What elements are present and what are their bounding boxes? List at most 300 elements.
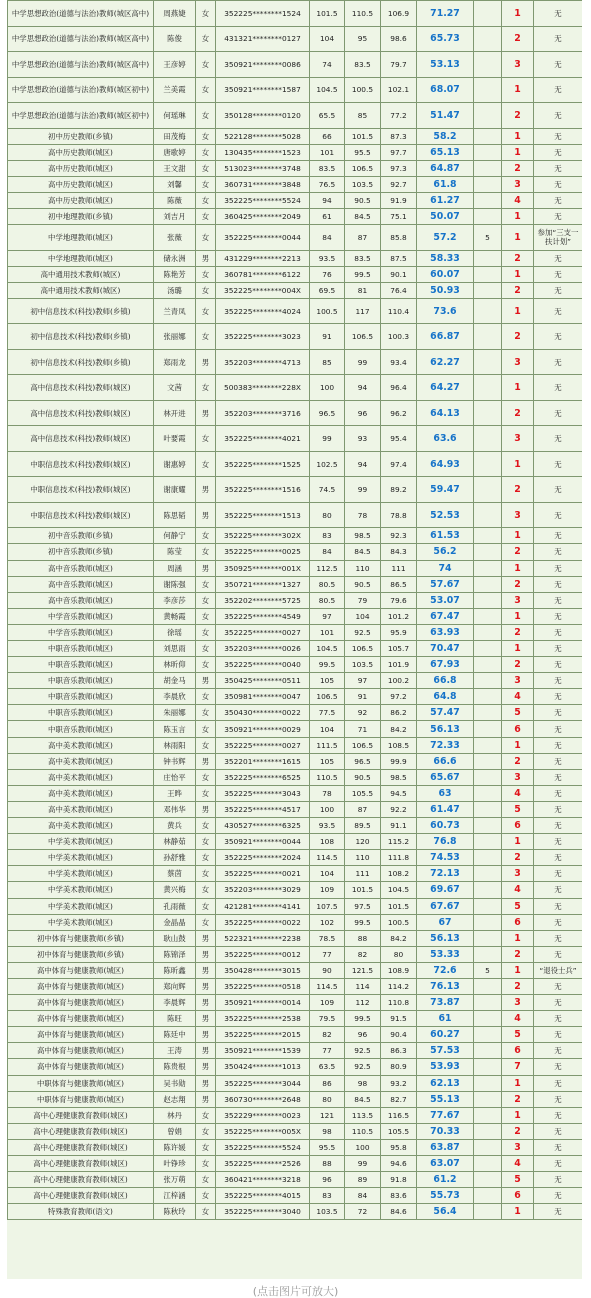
id-cell: 500383********228X [216, 375, 310, 401]
post-cell: 中职信息技术(科技)教师(城区) [8, 502, 154, 528]
total-score-cell: 61.8 [417, 176, 474, 192]
score-b-cell: 90.5 [345, 576, 381, 592]
post-cell: 高中历史教师(城区) [8, 160, 154, 176]
bonus-cell [474, 1059, 502, 1075]
results-table-image[interactable] [7, 0, 582, 1279]
total-score-cell: 56.2 [417, 544, 474, 560]
total-score-cell: 67.93 [417, 657, 474, 673]
rank-cell: 2 [502, 160, 534, 176]
id-cell: 350925********001X [216, 560, 310, 576]
bonus-cell [474, 592, 502, 608]
gender-cell: 女 [196, 737, 216, 753]
bonus-cell [474, 1188, 502, 1204]
total-score-cell: 76.8 [417, 834, 474, 850]
rank-cell: 1 [502, 77, 534, 103]
total-score-cell: 57.2 [417, 225, 474, 251]
total-score-cell: 65.73 [417, 26, 474, 52]
score-weighted-cell: 92.7 [381, 176, 417, 192]
score-a-cell: 63.5 [310, 1059, 345, 1075]
total-score-cell: 71.27 [417, 1, 474, 27]
score-b-cell: 113.5 [345, 1107, 381, 1123]
bonus-cell [474, 576, 502, 592]
name-cell: 张丽娜 [154, 324, 196, 350]
total-score-cell: 64.87 [417, 160, 474, 176]
rank-cell: 1 [502, 266, 534, 282]
bonus-cell [474, 298, 502, 324]
note-cell: 无 [534, 426, 583, 452]
post-cell: 高中心理健康教育教师(城区) [8, 1172, 154, 1188]
score-weighted-cell: 84.2 [381, 930, 417, 946]
note-cell: 无 [534, 689, 583, 705]
note-cell: 无 [534, 978, 583, 994]
gender-cell: 男 [196, 962, 216, 978]
bonus-cell [474, 898, 502, 914]
table-row [8, 866, 583, 882]
id-cell: 352225********0027 [216, 624, 310, 640]
bonus-cell [474, 1091, 502, 1107]
name-cell: 陈莹 [154, 544, 196, 560]
name-cell: 陈廷中 [154, 1027, 196, 1043]
score-b-cell: 83.5 [345, 52, 381, 78]
rank-cell: 2 [502, 946, 534, 962]
score-a-cell: 96 [310, 1172, 345, 1188]
note-cell: 无 [534, 1011, 583, 1027]
post-cell: 中学思想政治(道德与法治)教师(城区初中) [8, 103, 154, 129]
rank-cell: 3 [502, 426, 534, 452]
score-a-cell: 105 [310, 673, 345, 689]
table-row [8, 451, 583, 477]
total-score-cell: 61.53 [417, 528, 474, 544]
score-b-cell: 101.5 [345, 128, 381, 144]
score-weighted-cell: 85.8 [381, 225, 417, 251]
post-cell: 高中信息技术(科技)教师(城区) [8, 400, 154, 426]
score-weighted-cell: 100.2 [381, 673, 417, 689]
score-a-cell: 74 [310, 52, 345, 78]
rank-cell: 3 [502, 502, 534, 528]
bonus-cell [474, 349, 502, 375]
score-a-cell: 99 [310, 426, 345, 452]
gender-cell: 女 [196, 866, 216, 882]
score-b-cell: 97.5 [345, 898, 381, 914]
bonus-cell [474, 1011, 502, 1027]
id-cell: 352202********5725 [216, 592, 310, 608]
score-a-cell: 121 [310, 1107, 345, 1123]
id-cell: 350424********1013 [216, 1059, 310, 1075]
score-b-cell: 88 [345, 930, 381, 946]
id-cell: 350128********0120 [216, 103, 310, 129]
score-b-cell: 82 [345, 946, 381, 962]
gender-cell: 男 [196, 946, 216, 962]
score-b-cell: 117 [345, 298, 381, 324]
rank-cell: 1 [502, 1075, 534, 1091]
post-cell: 中职信息技术(科技)教师(城区) [8, 477, 154, 503]
table-row [8, 946, 583, 962]
rank-cell: 4 [502, 689, 534, 705]
id-cell: 352225********1513 [216, 502, 310, 528]
score-weighted-cell: 108.2 [381, 866, 417, 882]
gender-cell: 女 [196, 850, 216, 866]
score-b-cell: 71 [345, 721, 381, 737]
score-b-cell: 110.5 [345, 1, 381, 27]
name-cell: 林雨阳 [154, 737, 196, 753]
name-cell: 陈薇 [154, 192, 196, 208]
score-a-cell: 108 [310, 834, 345, 850]
bonus-cell [474, 192, 502, 208]
table-row [8, 1123, 583, 1139]
post-cell: 中学美术教师(城区) [8, 850, 154, 866]
gender-cell: 女 [196, 77, 216, 103]
name-cell: 叶铮珍 [154, 1156, 196, 1172]
rank-cell: 6 [502, 914, 534, 930]
id-cell: 352225********5524 [216, 1139, 310, 1155]
score-weighted-cell: 97.7 [381, 144, 417, 160]
post-cell: 中学思想政治(道德与法治)教师(城区高中) [8, 1, 154, 27]
name-cell: 李彦莎 [154, 592, 196, 608]
id-cell: 350921********1587 [216, 77, 310, 103]
score-b-cell: 93 [345, 426, 381, 452]
post-cell: 高中通用技术教师(城区) [8, 266, 154, 282]
post-cell: 高中心理健康教育教师(城区) [8, 1188, 154, 1204]
name-cell: 孙舒雅 [154, 850, 196, 866]
score-b-cell: 81 [345, 282, 381, 298]
gender-cell: 女 [196, 898, 216, 914]
score-a-cell: 83 [310, 528, 345, 544]
score-b-cell: 99.5 [345, 1011, 381, 1027]
total-score-cell: 68.07 [417, 77, 474, 103]
table-row [8, 560, 583, 576]
name-cell: 周涵 [154, 560, 196, 576]
name-cell: 文茜 [154, 375, 196, 401]
note-cell: 无 [534, 818, 583, 834]
id-cell: 360731********3848 [216, 176, 310, 192]
total-score-cell: 76.13 [417, 978, 474, 994]
gender-cell: 男 [196, 1091, 216, 1107]
id-cell: 352225********3044 [216, 1075, 310, 1091]
gender-cell: 男 [196, 349, 216, 375]
gender-cell: 女 [196, 882, 216, 898]
score-b-cell: 87 [345, 225, 381, 251]
score-b-cell: 110 [345, 560, 381, 576]
score-weighted-cell: 111 [381, 560, 417, 576]
score-weighted-cell: 95.4 [381, 426, 417, 452]
table-row [8, 914, 583, 930]
rank-cell: 1 [502, 375, 534, 401]
post-cell: 初中地理教师(乡镇) [8, 208, 154, 224]
score-b-cell: 104 [345, 608, 381, 624]
post-cell: 中学地理教师(城区) [8, 225, 154, 251]
score-weighted-cell: 108.9 [381, 962, 417, 978]
score-b-cell: 85 [345, 103, 381, 129]
score-weighted-cell: 94.5 [381, 785, 417, 801]
id-cell: 352225********302X [216, 528, 310, 544]
gender-cell: 女 [196, 1123, 216, 1139]
post-cell: 中学思想政治(道德与法治)教师(城区初中) [8, 77, 154, 103]
id-cell: 352203********0026 [216, 641, 310, 657]
rank-cell: 1 [502, 451, 534, 477]
bonus-cell [474, 26, 502, 52]
gender-cell: 女 [196, 225, 216, 251]
score-b-cell: 92.5 [345, 1043, 381, 1059]
note-cell: 无 [534, 451, 583, 477]
rank-cell: 4 [502, 1011, 534, 1027]
total-score-cell: 66.6 [417, 753, 474, 769]
note-cell: 无 [534, 1075, 583, 1091]
score-a-cell: 102.5 [310, 451, 345, 477]
total-score-cell: 65.13 [417, 144, 474, 160]
table-row [8, 769, 583, 785]
bonus-cell [474, 266, 502, 282]
score-a-cell: 94 [310, 192, 345, 208]
note-cell: 无 [534, 995, 583, 1011]
id-cell: 350721********1327 [216, 576, 310, 592]
gender-cell: 女 [196, 52, 216, 78]
post-cell: 中学思想政治(道德与法治)教师(城区高中) [8, 52, 154, 78]
score-weighted-cell: 104.5 [381, 882, 417, 898]
name-cell: 徐瑶 [154, 624, 196, 640]
total-score-cell: 70.33 [417, 1123, 474, 1139]
total-score-cell: 63.07 [417, 1156, 474, 1172]
total-score-cell: 53.07 [417, 592, 474, 608]
table-row [8, 225, 583, 251]
gender-cell: 女 [196, 451, 216, 477]
id-cell: 352225********4015 [216, 1188, 310, 1204]
note-cell: 无 [534, 1, 583, 27]
table-row [8, 208, 583, 224]
score-b-cell: 91 [345, 689, 381, 705]
name-cell: 王晔 [154, 785, 196, 801]
note-cell: 无 [534, 375, 583, 401]
id-cell: 350921********0029 [216, 721, 310, 737]
score-a-cell: 79.5 [310, 1011, 345, 1027]
post-cell: 初中信息技术(科技)教师(乡镇) [8, 349, 154, 375]
total-score-cell: 69.67 [417, 882, 474, 898]
score-a-cell: 66 [310, 128, 345, 144]
name-cell: 周燕婕 [154, 1, 196, 27]
gender-cell: 女 [196, 721, 216, 737]
total-score-cell: 63.6 [417, 426, 474, 452]
score-b-cell: 84.5 [345, 208, 381, 224]
gender-cell: 男 [196, 673, 216, 689]
id-cell: 352225********4021 [216, 426, 310, 452]
score-b-cell: 105.5 [345, 785, 381, 801]
note-cell: 无 [534, 502, 583, 528]
score-b-cell: 99 [345, 1156, 381, 1172]
table-row [8, 103, 583, 129]
score-weighted-cell: 79.7 [381, 52, 417, 78]
note-cell: 无 [534, 673, 583, 689]
table-row [8, 673, 583, 689]
note-cell: 无 [534, 914, 583, 930]
total-score-cell: 63 [417, 785, 474, 801]
post-cell: 初中信息技术(科技)教师(乡镇) [8, 324, 154, 350]
total-score-cell: 72.33 [417, 737, 474, 753]
post-cell: 高中美术教师(城区) [8, 737, 154, 753]
table-row [8, 1027, 583, 1043]
table-row [8, 882, 583, 898]
post-cell: 中学美术教师(城区) [8, 882, 154, 898]
score-weighted-cell: 98.6 [381, 26, 417, 52]
name-cell: 赵志翔 [154, 1091, 196, 1107]
rank-cell: 3 [502, 349, 534, 375]
gender-cell: 女 [196, 657, 216, 673]
gender-cell: 女 [196, 544, 216, 560]
score-a-cell: 102 [310, 914, 345, 930]
id-cell: 352203********4713 [216, 349, 310, 375]
score-weighted-cell: 96.4 [381, 375, 417, 401]
post-cell: 中职音乐教师(城区) [8, 673, 154, 689]
post-cell: 高中心理健康教育教师(城区) [8, 1156, 154, 1172]
total-score-cell: 57.53 [417, 1043, 474, 1059]
score-b-cell: 84.5 [345, 1091, 381, 1107]
score-a-cell: 69.5 [310, 282, 345, 298]
bonus-cell [474, 128, 502, 144]
rank-cell: 2 [502, 576, 534, 592]
score-a-cell: 100 [310, 801, 345, 817]
note-cell: 无 [534, 769, 583, 785]
score-weighted-cell: 115.2 [381, 834, 417, 850]
table-row [8, 1188, 583, 1204]
note-cell: 无 [534, 608, 583, 624]
score-a-cell: 82 [310, 1027, 345, 1043]
name-cell: 江梓涵 [154, 1188, 196, 1204]
score-weighted-cell: 89.2 [381, 477, 417, 503]
gender-cell: 女 [196, 324, 216, 350]
score-b-cell: 103.5 [345, 657, 381, 673]
id-cell: 350921********0044 [216, 834, 310, 850]
bonus-cell [474, 324, 502, 350]
bonus-cell [474, 705, 502, 721]
table-row [8, 400, 583, 426]
post-cell: 中学音乐教师(城区) [8, 608, 154, 624]
gender-cell: 男 [196, 560, 216, 576]
post-cell: 中职体育与健康教师(城区) [8, 1075, 154, 1091]
note-cell: 无 [534, 1172, 583, 1188]
name-cell: 兰美霞 [154, 77, 196, 103]
total-score-cell: 50.07 [417, 208, 474, 224]
score-b-cell: 90.5 [345, 769, 381, 785]
score-b-cell: 99 [345, 349, 381, 375]
post-cell: 高中美术教师(城区) [8, 818, 154, 834]
gender-cell: 男 [196, 978, 216, 994]
gender-cell: 女 [196, 282, 216, 298]
gender-cell: 女 [196, 192, 216, 208]
score-weighted-cell: 92.2 [381, 801, 417, 817]
total-score-cell: 66.8 [417, 673, 474, 689]
note-cell: 无 [534, 349, 583, 375]
score-b-cell: 92.5 [345, 624, 381, 640]
note-cell: 无 [534, 785, 583, 801]
table-row [8, 52, 583, 78]
post-cell: 中职音乐教师(城区) [8, 705, 154, 721]
id-cell: 130435********1523 [216, 144, 310, 160]
score-weighted-cell: 80 [381, 946, 417, 962]
bonus-cell [474, 160, 502, 176]
total-score-cell: 64.27 [417, 375, 474, 401]
score-a-cell: 80.5 [310, 576, 345, 592]
score-a-cell: 88 [310, 1156, 345, 1172]
name-cell: 金晶晶 [154, 914, 196, 930]
rank-cell: 1 [502, 930, 534, 946]
total-score-cell: 63.93 [417, 624, 474, 640]
rank-cell: 1 [502, 560, 534, 576]
total-score-cell: 60.73 [417, 818, 474, 834]
score-b-cell: 101.5 [345, 882, 381, 898]
post-cell: 初中信息技术(科技)教师(乡镇) [8, 298, 154, 324]
gender-cell: 男 [196, 1027, 216, 1043]
name-cell: 林静茹 [154, 834, 196, 850]
id-cell: 352225********1516 [216, 477, 310, 503]
table-row [8, 1075, 583, 1091]
score-a-cell: 78.5 [310, 930, 345, 946]
rank-cell: 3 [502, 769, 534, 785]
rank-cell: 3 [502, 52, 534, 78]
score-weighted-cell: 87.5 [381, 250, 417, 266]
id-cell: 352225********0027 [216, 737, 310, 753]
gender-cell: 女 [196, 834, 216, 850]
note-cell: 无 [534, 576, 583, 592]
score-weighted-cell: 114.2 [381, 978, 417, 994]
score-a-cell: 100 [310, 375, 345, 401]
score-weighted-cell: 92.3 [381, 528, 417, 544]
note-cell: 无 [534, 705, 583, 721]
bonus-cell [474, 641, 502, 657]
table-row [8, 426, 583, 452]
gender-cell: 女 [196, 426, 216, 452]
note-cell: 无 [534, 26, 583, 52]
total-score-cell: 57.67 [417, 576, 474, 592]
gender-cell: 男 [196, 1075, 216, 1091]
post-cell: 高中美术教师(城区) [8, 801, 154, 817]
score-a-cell: 74.5 [310, 477, 345, 503]
rank-cell: 4 [502, 1156, 534, 1172]
note-cell: 无 [534, 298, 583, 324]
post-cell: 初中体育与健康教师(乡镇) [8, 930, 154, 946]
post-cell: 高中心理健康教育教师(城区) [8, 1139, 154, 1155]
score-weighted-cell: 90.1 [381, 266, 417, 282]
post-cell: 高中历史教师(城区) [8, 192, 154, 208]
score-a-cell: 80 [310, 1091, 345, 1107]
table-row [8, 962, 583, 978]
note-cell: 无 [534, 624, 583, 640]
id-cell: 352225********2526 [216, 1156, 310, 1172]
note-cell: 无 [534, 1107, 583, 1123]
id-cell: 352225********1524 [216, 1, 310, 27]
name-cell: 孔雨薇 [154, 898, 196, 914]
note-cell: 无 [534, 1091, 583, 1107]
gender-cell: 女 [196, 1156, 216, 1172]
rank-cell: 4 [502, 785, 534, 801]
gender-cell: 男 [196, 1059, 216, 1075]
rank-cell: 3 [502, 1139, 534, 1155]
note-cell: 无 [534, 850, 583, 866]
enlarge-caption[interactable]: (点击图片可放大) [252, 1285, 339, 1298]
bonus-cell: 5 [474, 962, 502, 978]
score-a-cell: 111.5 [310, 737, 345, 753]
score-b-cell: 121.5 [345, 962, 381, 978]
name-cell: 吴书勋 [154, 1075, 196, 1091]
post-cell: 中职音乐教师(城区) [8, 721, 154, 737]
note-cell: 无 [534, 898, 583, 914]
bonus-cell [474, 657, 502, 673]
total-score-cell: 62.27 [417, 349, 474, 375]
table-body [8, 1, 583, 1220]
table-row [8, 128, 583, 144]
id-cell: 360730********2648 [216, 1091, 310, 1107]
id-cell: 352225********3043 [216, 785, 310, 801]
note-cell: 无 [534, 266, 583, 282]
total-score-cell: 53.13 [417, 52, 474, 78]
note-cell: 无 [534, 753, 583, 769]
